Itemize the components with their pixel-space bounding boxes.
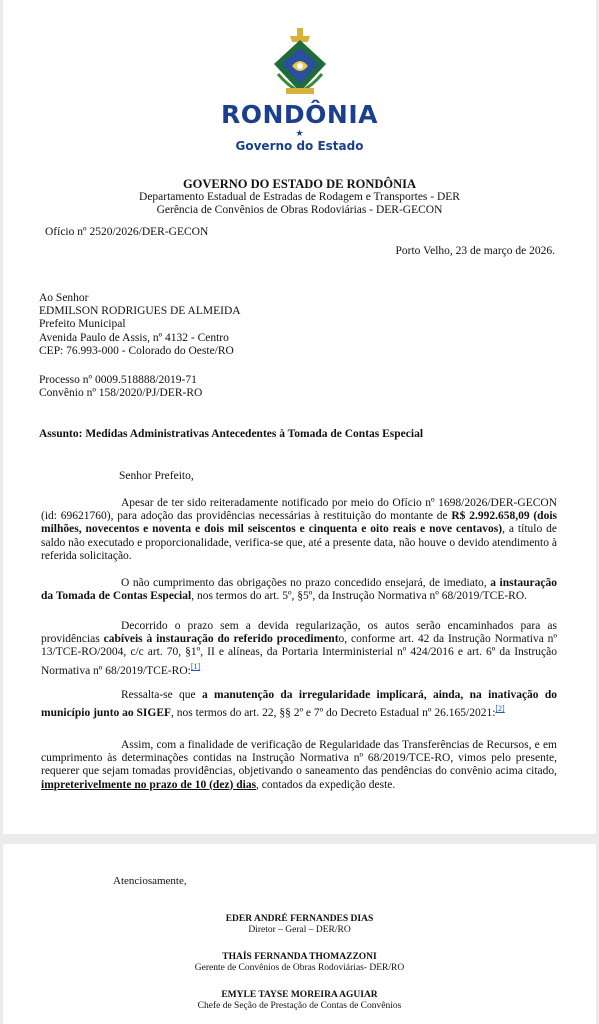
signature-role: Diretor – Geral – DER/RO [248,925,351,935]
signature-role: Chefe de Seção de Prestação de Contas de Convênios [197,1001,402,1011]
date-line: Porto Velho, 23 de março de 2026. [395,245,555,257]
paragraph-3 [41,620,557,678]
paragraph-5 [41,739,557,792]
header-department: Departamento Estadual de Estradas de Rodagem e Transportes - DER [139,191,460,203]
p5-text-c: , contados da expedição deste. [256,778,396,791]
p4-emphasis: a manutenção da irregularidade implicará, ainda, na inativação do município junto ao SIGEF [41,689,557,720]
p2-text-c: , nos termos do art. 5º, §5º, da Instrução Normativa nº 68/2019/TCE-RO. [191,590,528,603]
reference-block [39,374,202,400]
p4-text-c: , nos termos do art. 22, §§ 2º e 7º do Decreto Estadual nº 26.165/2021: [171,707,496,720]
closing: Atenciosamente, [113,875,187,887]
paragraph-4 [41,689,557,720]
footnote-link-1[interactable]: [1] [190,661,201,671]
header-government: GOVERNO DO ESTADO DE RONDÔNIA [182,177,417,191]
recipient-address: Avenida Paulo de Assis, nº 4132 - Centro [39,331,229,344]
recipient-salutation: Ao Senhor [39,292,89,304]
brand-name: RONDÔNIA [220,100,378,129]
signature-2 [3,952,596,974]
p5-deadline: impreterivelmente no prazo de 10 (dez) dias [41,778,257,791]
signature-3 [3,990,596,1012]
subject-line: Assunto: Medidas Administrativas Antecedentes à Tomada de Contas Especial [39,428,424,440]
state-logo [3,26,596,153]
greeting: Senhor Prefeito, [119,470,194,482]
signature-name: EMYLE TAYSE MOREIRA AGUIAR [221,990,378,1000]
recipient-block [39,292,241,358]
recipient-cep: CEP: 76.993-000 - Colorado do Oeste/RO [39,344,234,357]
recipient-name: EDMILSON RODRIGUES DE ALMEIDA [39,305,241,318]
brand-subtitle: Governo do Estado [235,139,364,153]
p1-amount: R$ 2.992.658,09 (dois milhões, novecentos e noventa e dois mil seiscentos e cinquenta e oito reais e nove centavos) [41,510,557,536]
p3-emphasis: cabíveis à instauração do referido procediment [103,633,339,646]
header-division: Gerência de Convênios de Obras Rodoviárias - DER-GECON [156,204,443,216]
signature-1 [3,914,596,936]
processo-number: Processo nº 0009.518888/2019-71 [39,374,197,386]
paragraph-2 [41,577,557,603]
p4-text-a: Ressalta-se que [121,689,202,701]
letter-page-1 [3,0,596,834]
signature-name: THAÍS FERNANDA THOMAZZONI [222,952,377,962]
convenio-number: Convênio nº 158/2020/PJ/DER-RO [39,387,203,400]
letterhead [3,178,596,217]
star-icon: ★ [295,128,304,138]
coat-of-arms-icon [268,26,332,98]
footnote-link-2[interactable]: [2] [495,704,505,714]
p1-text-a: Apesar de ter sido reiteradamente notificado por meio do Ofício nº 1698/2026/DER-GECON (id: 69621760), para adoção das providências necessárias à restituição do montante de [41,497,557,523]
signature-name: EDER ANDRÉ FERNANDES DIAS [225,914,374,924]
p3-text-c: o, conforme art. 42 da Instrução Normativa nº 13/TCE-RO/2004, c/c art. 70, §1º, II e alíneas, da Portaria Interministerial nº 424/2016 e art. 6º da Instrução Normativa nº 68/2019/TCE-RO: [41,633,558,677]
p3-text-a: Decorrido o prazo sem a devida regularização, os autos serão encaminhados para as providências [41,620,557,646]
recipient-role: Prefeito Municipal [39,318,126,331]
p1-text-c: , a título de saldo não executado e proporcionalidade, verifica-se que, até a presente data, não houve o devido atendimento à referida solicitação. [41,523,558,562]
p2-text-a: O não cumprimento das obrigações no prazo concedido ensejará, de imediato, [121,577,491,589]
p2-emphasis: a instauração da Tomada de Contas Especial [41,577,557,603]
paragraph-1 [41,497,557,563]
oficio-number: Ofício nº 2520/2026/DER-GECON [45,226,209,238]
signature-role: Gerente de Convênios de Obras Rodoviárias- DER/RO [194,963,405,973]
letter-page-2 [3,844,596,1024]
p5-text-a: Assim, com a finalidade de verificação de Regularidade das Transferências de Recursos, e em cumprimento às determinações contidas na Instrução Normativa nº 68/2019/TCE-RO, vimos pelo presente, requerer que sejam tomadas providências, objetivando o saneamento das pendências do convênio acima citado, [41,739,557,778]
